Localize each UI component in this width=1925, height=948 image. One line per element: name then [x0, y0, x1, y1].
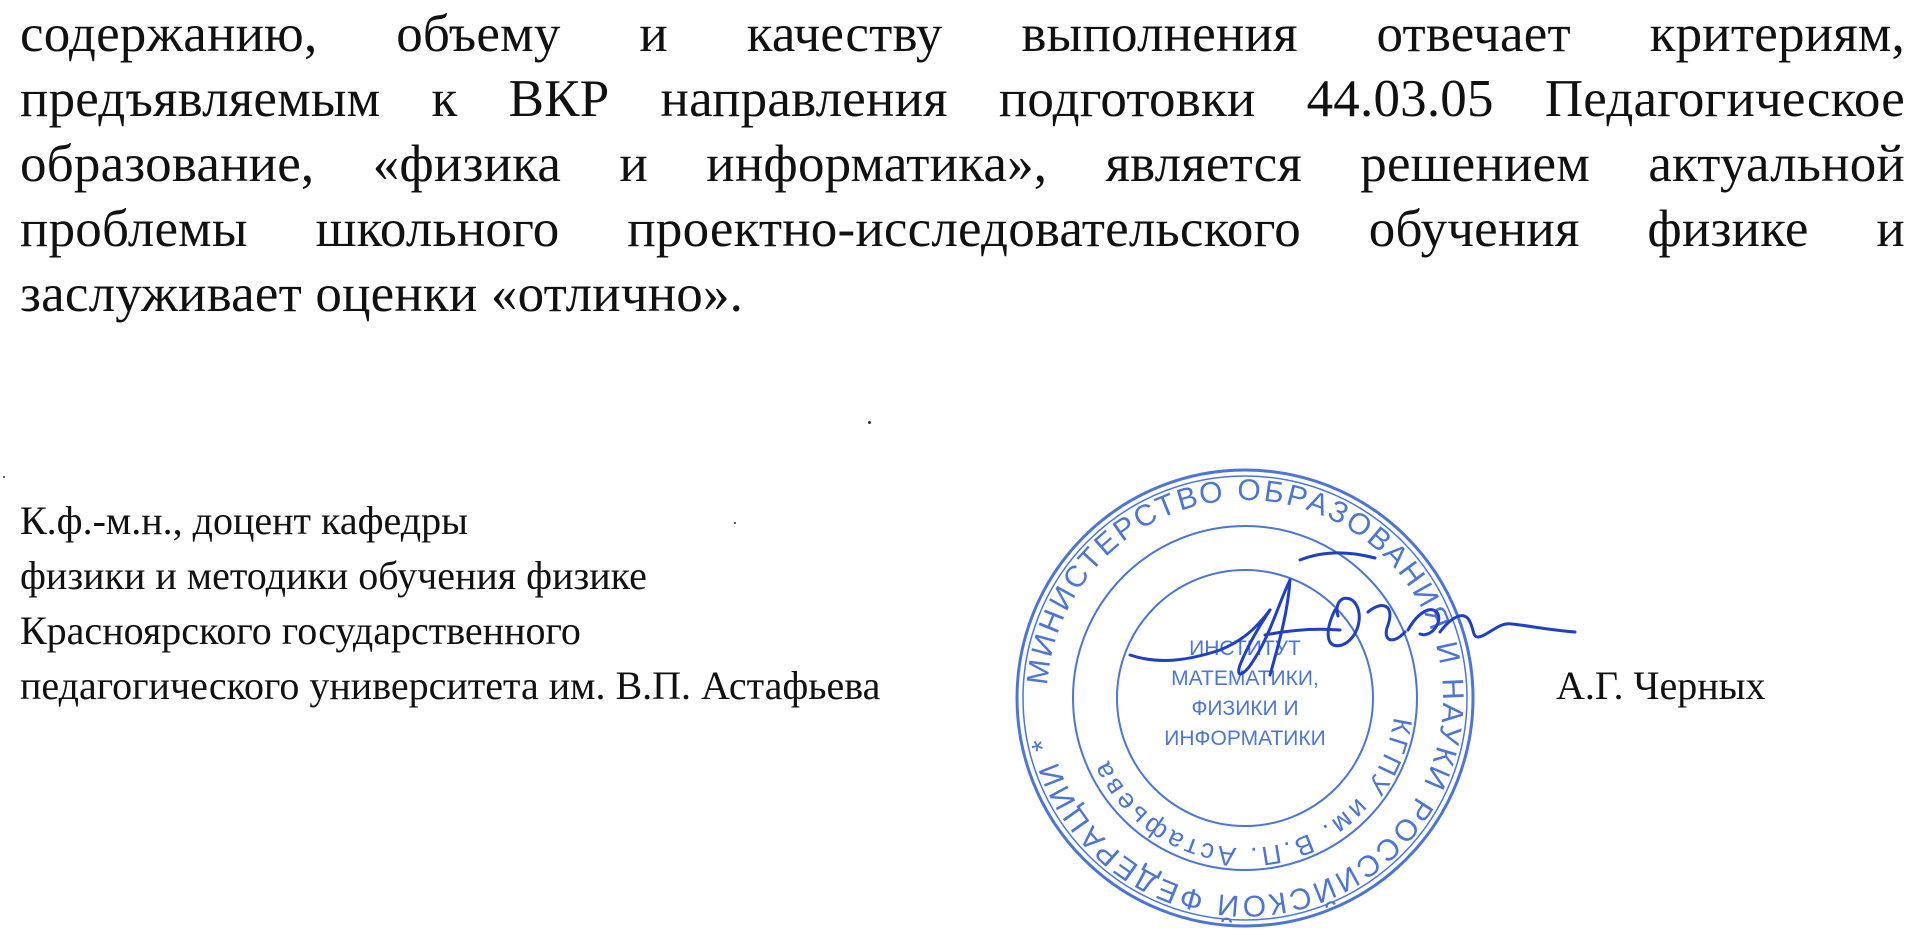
- credentials-line: Красноярского государственного: [20, 608, 581, 653]
- handwritten-signature: [1120, 540, 1580, 710]
- paragraph-line: проблемы школьного проектно-исследовательского обучения физике и: [20, 200, 1905, 258]
- paragraph-line: образование, «физика и информатика», является решением актуальной: [20, 135, 1905, 193]
- scan-speck: [734, 522, 736, 524]
- signer-name: А.Г. Черных: [1556, 663, 1766, 708]
- paragraph-line: содержанию, объему и качеству выполнения отвечает критериям,: [20, 5, 1905, 63]
- stamp-inner-line: ФИЗИКИ И: [1191, 697, 1299, 720]
- stamp-inner-line: ИНФОРМАТИКИ: [1164, 727, 1326, 750]
- scan-speck: [868, 421, 871, 424]
- credentials-line: педагогического университета им. В.П. Астафьева: [20, 663, 881, 708]
- credentials-line: К.ф.-м.н., доцент кафедры: [20, 498, 468, 543]
- scan-speck: [3, 476, 5, 478]
- stamp-middle-text: КГПУ им. В.П. Астафьева: [1085, 715, 1418, 873]
- stamp-inner-line: ИНСТИТУТ: [1189, 637, 1301, 660]
- stamp-outer-text: МИНИСТЕРСТВО ОБРАЗОВАНИЯ И НАУКИ РОССИЙСКОЙ ФЕДЕРАЦИИ *: [1021, 473, 1470, 923]
- reviewer-credentials: [20, 493, 880, 713]
- paragraph-line: заслуживает оценки «отлично».: [20, 265, 744, 323]
- credentials-line: физики и методики обучения физике: [20, 553, 647, 598]
- review-conclusion-paragraph: [20, 2, 1905, 327]
- stamp-inner-line: МАТЕМАТИКИ,: [1171, 667, 1319, 690]
- paragraph-line: предъявляемым к ВКР направления подготовки 44.03.05 Педагогическое: [20, 70, 1905, 128]
